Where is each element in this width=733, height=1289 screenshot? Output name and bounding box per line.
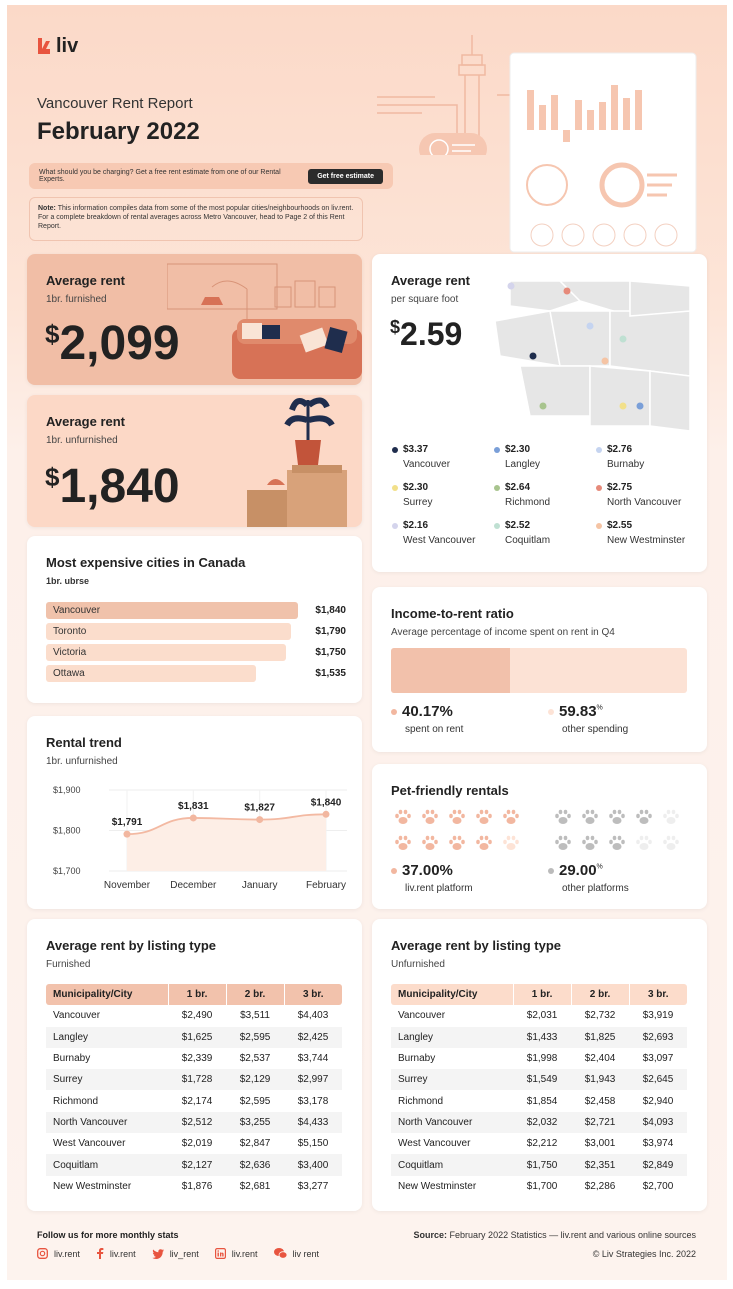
expensive-subtitle: 1br. ubrse (46, 576, 90, 586)
table-cell: $1,825 (571, 1027, 629, 1048)
city-map-marker (508, 283, 515, 290)
x-tick-label: December (170, 880, 217, 891)
table-cell: $2,693 (629, 1027, 687, 1048)
y-tick-label: $1,700 (53, 866, 81, 876)
table-cell: $1,700 (526, 1180, 558, 1192)
furnished-title: Average rent (46, 273, 125, 288)
table-cell: $2,537 (239, 1053, 271, 1065)
table-cell: New Westminster (53, 1180, 132, 1192)
city-price: $2.52 (505, 520, 531, 531)
table-cell: Langley (391, 1027, 513, 1048)
trend-point (124, 831, 131, 838)
trend-point (256, 816, 263, 823)
trend-value-label: $1,791 (111, 817, 143, 829)
table-cell: Coquitlam (46, 1154, 168, 1175)
paw-icon (448, 809, 466, 825)
table-cell: Coquitlam (391, 1154, 513, 1175)
city-name: Surrey (403, 497, 433, 508)
paws-liv-group (394, 809, 524, 859)
income-other-stat (548, 703, 628, 735)
social-label: liv_rent (169, 1248, 199, 1259)
city-legend-item (596, 482, 698, 508)
table-header-cell: 1 br. (513, 984, 571, 1005)
other-platform-dot-icon (548, 868, 554, 874)
rental-trend-chart (27, 776, 362, 901)
unfurnished-table-title: Average rent by listing type (391, 938, 562, 953)
liv-dot-icon (391, 868, 397, 874)
table-cell: $2,645 (629, 1069, 687, 1090)
twitter-icon (152, 1249, 164, 1259)
rent-dot-icon (391, 709, 397, 715)
paw-icon (554, 835, 572, 851)
expensive-row (46, 642, 346, 663)
city-legend-item (494, 520, 596, 546)
unfurnished-subtitle: 1br. unfurnished (46, 435, 118, 446)
table-cell: $2,129 (226, 1069, 284, 1090)
table-header-row (46, 984, 342, 1005)
paw-icon (635, 835, 653, 851)
table-cell: $3,097 (642, 1053, 674, 1065)
table-cell: $2,425 (284, 1027, 342, 1048)
other-dot-icon (548, 709, 554, 715)
table-cell: $1,625 (168, 1027, 226, 1048)
city-price: $2.64 (505, 482, 531, 493)
table-row (46, 1090, 342, 1111)
table-header-cell: Municipality/City (46, 984, 168, 1005)
city-legend-item (494, 482, 596, 508)
get-estimate-button[interactable]: Get free estimate (308, 169, 383, 184)
trend-value-label: $1,827 (244, 802, 275, 814)
city-map-marker (602, 358, 609, 365)
table-row (46, 1069, 342, 1090)
follow-text: Follow us for more monthly stats (37, 1230, 179, 1240)
per-sqft-card (372, 254, 707, 572)
city-name: North Vancouver (607, 497, 682, 508)
paw-icon (581, 835, 599, 851)
table-header-cell: 2 br. (226, 984, 284, 1005)
table-header-cell: 3 br. (284, 984, 342, 1005)
note-text: This information compiles data from some of the most popular cities/neighbourhoods on liv.rent. For a complete breakdown of rental averages across Metro Vancouver, head to Page 2 of this Rent Report. (38, 205, 354, 230)
social-label: liv.rent (109, 1248, 136, 1259)
income-other-label: other spending (562, 724, 629, 735)
trend-subtitle: 1br. unfurnished (46, 756, 118, 767)
table-cell: $2,636 (226, 1154, 284, 1175)
table-row (391, 1048, 687, 1069)
table-header-cell: 2 br. (571, 984, 629, 1005)
city-price: $3.37 (403, 444, 429, 455)
expensive-row (46, 663, 346, 684)
trend-title: Rental trend (46, 735, 122, 750)
paw-icon (421, 835, 439, 851)
table-cell: $2,490 (181, 1010, 213, 1022)
pets-other-label: other platforms (562, 883, 629, 894)
table-row (391, 1005, 687, 1026)
city-legend-item (392, 444, 494, 470)
unfurnished-table (391, 984, 687, 1197)
table-row (391, 1027, 687, 1048)
table-cell: North Vancouver (46, 1112, 168, 1133)
furnished-table (46, 984, 342, 1197)
plant-boxes-illustration (237, 395, 362, 527)
city-map-marker (564, 288, 571, 295)
expensive-value: $1,790 (315, 626, 346, 637)
liv-logo-icon (37, 37, 51, 55)
furnished-rent-card (27, 254, 362, 385)
table-row (46, 1005, 342, 1026)
city-name: West Vancouver (403, 535, 476, 546)
social-label: liv rent (292, 1248, 320, 1259)
most-expensive-card (27, 536, 362, 703)
city-name: Burnaby (607, 459, 645, 470)
table-row (46, 1133, 342, 1154)
table-header-row (391, 984, 687, 1005)
table-header-cell: 3 br. (629, 984, 687, 1005)
table-cell: New Westminster (398, 1180, 477, 1192)
paw-icon (394, 835, 412, 851)
income-rent-pct: 40.17% (402, 703, 453, 720)
table-row (46, 1048, 342, 1069)
income-other-pct: 59.83 (559, 703, 597, 720)
trend-value-label: $1,840 (310, 797, 342, 809)
city-map-marker (540, 403, 547, 410)
table-cell: $2,849 (629, 1154, 687, 1175)
source-label: Source: (413, 1230, 448, 1240)
trend-point (190, 814, 197, 821)
paw-icon (581, 809, 599, 825)
table-cell: $3,255 (226, 1112, 284, 1133)
pets-liv-stat (391, 862, 473, 894)
city-legend-item (494, 444, 596, 470)
city-legend-item (392, 482, 494, 508)
unfurnished-currency: $ (45, 462, 60, 492)
table-cell: $3,919 (642, 1010, 674, 1022)
table-cell: $1,854 (526, 1095, 558, 1107)
income-bar-fill (391, 648, 510, 693)
table-cell: $1,728 (168, 1069, 226, 1090)
table-cell: $1,998 (526, 1053, 558, 1065)
x-tick-label: February (305, 880, 347, 891)
city-legend-item (392, 520, 494, 546)
city-dot-icon (494, 523, 500, 529)
table-cell: Vancouver (53, 1010, 101, 1022)
paw-icon (554, 809, 572, 825)
table-cell: $3,400 (284, 1154, 342, 1175)
y-tick-label: $1,900 (53, 785, 81, 795)
expensive-title: Most expensive cities in Canada (46, 555, 246, 570)
expensive-city: Vancouver (53, 605, 101, 616)
linkedin-icon (215, 1248, 226, 1259)
table-cell: $1,943 (571, 1069, 629, 1090)
table-cell: $2,212 (526, 1138, 558, 1150)
table-cell: $1,876 (181, 1180, 213, 1192)
table-cell: $2,721 (571, 1112, 629, 1133)
income-ratio-card (372, 587, 707, 752)
source-line (414, 1230, 696, 1240)
city-price: $2.55 (607, 520, 633, 531)
furnished-table-card (27, 919, 362, 1211)
city-price: $2.30 (505, 444, 531, 455)
income-rent-stat (391, 703, 463, 735)
table-cell: West Vancouver (398, 1138, 471, 1150)
paw-icon (394, 809, 412, 825)
table-cell: $2,031 (526, 1010, 558, 1022)
expensive-city: Ottawa (53, 668, 85, 679)
table-cell: $2,595 (226, 1027, 284, 1048)
table-cell: Langley (46, 1027, 168, 1048)
expensive-row (46, 600, 346, 621)
city-map-marker (587, 323, 594, 330)
table-cell: $1,433 (513, 1027, 571, 1048)
table-cell: $2,174 (181, 1095, 213, 1107)
city-name: Richmond (505, 497, 551, 508)
pets-other-pct: 29.00 (559, 862, 597, 879)
table-row (391, 1154, 687, 1175)
expensive-value: $1,840 (315, 605, 346, 616)
city-legend-item (596, 520, 698, 546)
instagram-icon (37, 1248, 48, 1259)
expensive-value: $1,535 (315, 668, 346, 679)
table-cell: $2,595 (239, 1095, 271, 1107)
x-tick-label: November (103, 880, 151, 891)
table-cell: $3,744 (297, 1053, 329, 1065)
table-cell: $2,404 (584, 1053, 616, 1065)
pets-liv-label: liv.rent platform (405, 883, 473, 894)
social-link[interactable] (152, 1248, 199, 1259)
unfurnished-table-card (372, 919, 707, 1211)
city-dot-icon (596, 485, 602, 491)
table-cell: $1,750 (513, 1154, 571, 1175)
y-tick-label: $1,800 (53, 825, 81, 836)
table-cell: North Vancouver (391, 1112, 513, 1133)
city-name: Langley (505, 459, 541, 470)
table-cell: $1,549 (513, 1069, 571, 1090)
table-cell: $2,732 (584, 1010, 616, 1022)
table-cell: $3,178 (297, 1095, 329, 1107)
city-name: Vancouver (403, 459, 451, 470)
report-title: Vancouver Rent Report (37, 95, 193, 112)
paw-icon (662, 809, 680, 825)
social-label: liv.rent (231, 1248, 258, 1259)
table-row (46, 1176, 342, 1197)
table-cell: $3,974 (642, 1138, 674, 1150)
living-room-illustration (167, 259, 362, 385)
income-bar-track (391, 648, 687, 693)
table-row (391, 1090, 687, 1111)
per-sqft-title: Average rent (391, 273, 470, 288)
x-tick-label: January (241, 880, 278, 891)
city-dot-icon (494, 485, 500, 491)
pets-title: Pet-friendly rentals (391, 783, 509, 798)
table-cell: Surrey (391, 1069, 513, 1090)
paw-icon (608, 835, 626, 851)
table-row (46, 1027, 342, 1048)
table-cell: Vancouver (398, 1010, 446, 1022)
table-row (391, 1112, 687, 1133)
table-header-cell: 1 br. (168, 984, 226, 1005)
social-link[interactable] (274, 1248, 320, 1259)
table-cell: $2,032 (513, 1112, 571, 1133)
pet-friendly-card (372, 764, 707, 909)
city-price: $2.30 (403, 482, 429, 493)
city-price: $2.76 (607, 444, 633, 455)
table-cell: $2,512 (168, 1112, 226, 1133)
paw-icon (475, 835, 493, 851)
table-cell: Richmond (398, 1095, 444, 1107)
unfurnished-table-subtitle: Unfurnished (391, 959, 445, 970)
table-cell: $2,127 (168, 1154, 226, 1175)
table-cell: $3,001 (584, 1138, 616, 1150)
city-dot-icon (392, 485, 398, 491)
income-subtitle: Average percentage of income spent on rent in Q4 (391, 627, 615, 638)
estimate-banner (29, 163, 393, 189)
city-name: Coquitlam (505, 535, 551, 546)
table-cell: $2,351 (571, 1154, 629, 1175)
paw-icon (502, 809, 520, 825)
trend-area (127, 814, 326, 871)
income-other-sup: % (596, 704, 603, 712)
city-dot-icon (494, 447, 500, 453)
city-dot-icon (596, 523, 602, 529)
note-box (29, 197, 363, 241)
table-cell: $3,277 (297, 1180, 329, 1192)
expensive-value: $1,750 (315, 647, 346, 658)
furnished-amount: 2,099 (59, 317, 180, 370)
city-map-marker (637, 403, 644, 410)
unfurnished-title: Average rent (46, 414, 125, 429)
note-label: Note: (38, 205, 56, 212)
furnished-table-subtitle: Furnished (46, 959, 91, 970)
social-link[interactable] (37, 1248, 80, 1259)
per-sqft-amount: 2.59 (400, 316, 463, 352)
income-rent-label: spent on rent (405, 724, 464, 735)
paw-icon (662, 835, 680, 851)
table-row (391, 1176, 687, 1197)
table-cell: Richmond (53, 1095, 99, 1107)
furnished-table-title: Average rent by listing type (46, 938, 217, 953)
table-cell: $2,997 (284, 1069, 342, 1090)
city-name: New Westminster (607, 535, 686, 546)
table-cell: $2,019 (181, 1138, 213, 1150)
rental-trend-card (27, 716, 362, 909)
brand-name: liv (56, 34, 79, 57)
metro-vancouver-map (490, 276, 690, 436)
report-month: February 2022 (37, 118, 200, 145)
table-cell: Burnaby (53, 1053, 91, 1065)
expensive-city: Victoria (53, 647, 87, 658)
paw-icon (608, 809, 626, 825)
trend-value-label: $1,831 (178, 800, 209, 812)
table-row (46, 1112, 342, 1133)
expensive-list (46, 600, 346, 684)
social-link[interactable] (215, 1248, 258, 1259)
furnished-currency: $ (45, 319, 60, 349)
trend-point (323, 811, 330, 818)
city-dot-icon (392, 523, 398, 529)
table-cell: $2,700 (642, 1180, 674, 1192)
table-row (391, 1133, 687, 1154)
table-row (46, 1154, 342, 1175)
income-title: Income-to-rent ratio (391, 606, 514, 621)
per-sqft-currency: $ (390, 317, 401, 337)
table-cell: $3,511 (240, 1010, 270, 1022)
table-cell: $4,093 (629, 1112, 687, 1133)
table-cell: $2,681 (239, 1180, 271, 1192)
per-sqft-subtitle: per square foot (391, 294, 459, 305)
table-cell: $2,847 (239, 1138, 271, 1150)
city-map-marker (620, 403, 627, 410)
table-cell: Surrey (46, 1069, 168, 1090)
table-cell: $4,433 (284, 1112, 342, 1133)
facebook-icon (96, 1248, 104, 1259)
social-label: liv.rent (54, 1248, 80, 1259)
social-links (37, 1248, 319, 1259)
city-price: $2.75 (607, 482, 633, 493)
paws-other-group (554, 809, 684, 859)
brand-logo[interactable] (37, 35, 78, 57)
city-dot-icon (392, 447, 398, 453)
table-row (391, 1069, 687, 1090)
social-link[interactable] (96, 1248, 136, 1259)
source-text: February 2022 Statistics — liv.rent and various online sources (447, 1230, 696, 1240)
table-cell: $2,458 (584, 1095, 616, 1107)
paw-icon (635, 809, 653, 825)
city-legend-item (596, 444, 698, 470)
dashboard-illustration (507, 50, 699, 255)
table-cell: $5,150 (297, 1138, 329, 1150)
city-map-marker (530, 353, 537, 360)
table-cell: Burnaby (398, 1053, 436, 1065)
table-cell: $2,339 (181, 1053, 213, 1065)
pets-other-sup: % (596, 863, 603, 871)
table-cell: $2,286 (584, 1180, 616, 1192)
pets-other-stat (548, 862, 629, 894)
paw-icon (421, 809, 439, 825)
city-price: $2.16 (403, 520, 429, 531)
unfurnished-rent-card (27, 395, 362, 527)
per-sqft-value (390, 314, 462, 354)
unfurnished-value (45, 457, 180, 517)
paw-icon (448, 835, 466, 851)
paw-icon (502, 835, 520, 851)
table-header-cell: Municipality/City (391, 984, 513, 1005)
furnished-subtitle: 1br. furnished (46, 294, 107, 305)
table-cell: West Vancouver (53, 1138, 126, 1150)
expensive-city: Toronto (53, 626, 87, 637)
unfurnished-amount: 1,840 (59, 460, 180, 513)
estimate-prompt: What should you be charging? Get a free rent estimate from one of our Rental Experts. (39, 169, 281, 183)
expensive-row (46, 621, 346, 642)
city-dot-icon (596, 447, 602, 453)
paw-icon (475, 809, 493, 825)
table-cell: $4,403 (297, 1010, 329, 1022)
city-map-marker (620, 336, 627, 343)
rent-report-page (7, 5, 727, 1280)
wechat-icon (274, 1248, 287, 1259)
pets-liv-pct: 37.00% (402, 862, 453, 879)
city-legend (392, 444, 692, 546)
copyright: © Liv Strategies Inc. 2022 (592, 1249, 696, 1259)
furnished-value (45, 314, 180, 374)
table-cell: $2,940 (642, 1095, 674, 1107)
